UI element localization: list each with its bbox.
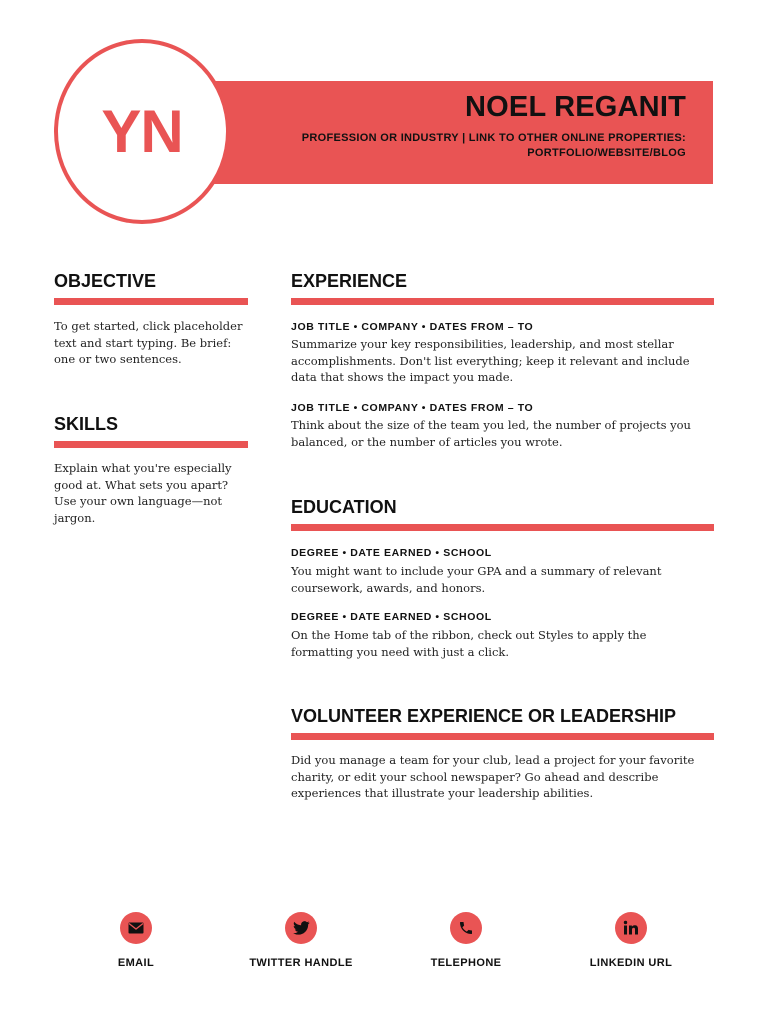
education-heading[interactable]: EDUCATION <box>291 497 397 517</box>
objective-rule <box>54 298 248 305</box>
objective-text[interactable]: To get started, click placeholder text and start typing. Be brief: one or two sentences. <box>54 319 243 366</box>
initials-circle <box>54 39 230 224</box>
education-rule <box>291 524 714 531</box>
contact-label: LINKEDIN URL <box>589 957 673 969</box>
contact-telephone[interactable] <box>401 912 531 969</box>
experience-heading[interactable]: EXPERIENCE <box>291 271 408 291</box>
contact-email[interactable] <box>71 912 201 969</box>
skills-text[interactable]: Explain what you're especially good at. What sets you apart? Use your own language—not jargon. <box>54 461 232 525</box>
experience-entry-text[interactable]: Think about the size of the team you led, the number of projects you balanced, or the number of articles you wrote. <box>291 418 691 449</box>
volunteer-text[interactable]: Did you manage a team for your club, lead a project for your favorite charity, or edit your school newspaper? Go ahead and describe experiences that illustrate your leadership abilities. <box>291 753 695 800</box>
skills-rule <box>54 441 248 448</box>
education-entry-text[interactable]: You might want to include your GPA and a summary of relevant coursework, awards, and honors. <box>291 564 662 595</box>
skills-heading[interactable]: SKILLS <box>54 414 119 434</box>
contact-label: TWITTER HANDLE <box>249 957 353 969</box>
education-entry-title[interactable]: DEGREE • DATE EARNED • SCHOOL <box>291 547 492 559</box>
education-entry-title[interactable]: DEGREE • DATE EARNED • SCHOOL <box>291 611 492 623</box>
resume-subtitle[interactable]: PROFESSION OR INDUSTRY | LINK TO OTHER ONLINE PROPERTIES: PORTFOLIO/WEBSITE/BLOG <box>301 132 686 159</box>
email-icon <box>120 912 152 944</box>
header-banner <box>210 81 713 184</box>
initials-text[interactable]: YN <box>101 98 183 165</box>
phone-icon <box>450 912 482 944</box>
contact-twitter[interactable] <box>236 912 366 969</box>
contact-label: EMAIL <box>117 957 155 969</box>
experience-entry-title[interactable]: JOB TITLE • COMPANY • DATES FROM – TO <box>291 321 534 333</box>
volunteer-heading[interactable]: VOLUNTEER EXPERIENCE OR LEADERSHIP <box>291 706 677 726</box>
twitter-icon <box>285 912 317 944</box>
contact-linkedin[interactable] <box>566 912 696 969</box>
linkedin-icon <box>615 912 647 944</box>
resume-name[interactable]: NOEL REGANIT <box>465 91 686 123</box>
experience-entry-title[interactable]: JOB TITLE • COMPANY • DATES FROM – TO <box>291 402 534 414</box>
experience-rule <box>291 298 714 305</box>
education-entry-text[interactable]: On the Home tab of the ribbon, check out Styles to apply the formatting you need with just a click. <box>291 628 647 659</box>
contact-label: TELEPHONE <box>430 957 502 969</box>
volunteer-rule <box>291 733 714 740</box>
objective-heading[interactable]: OBJECTIVE <box>54 271 157 291</box>
experience-entry-text[interactable]: Summarize your key responsibilities, leadership, and most stellar accomplishments. Don't list everything; keep it relevant and include data that shows the impact you made. <box>291 337 690 384</box>
